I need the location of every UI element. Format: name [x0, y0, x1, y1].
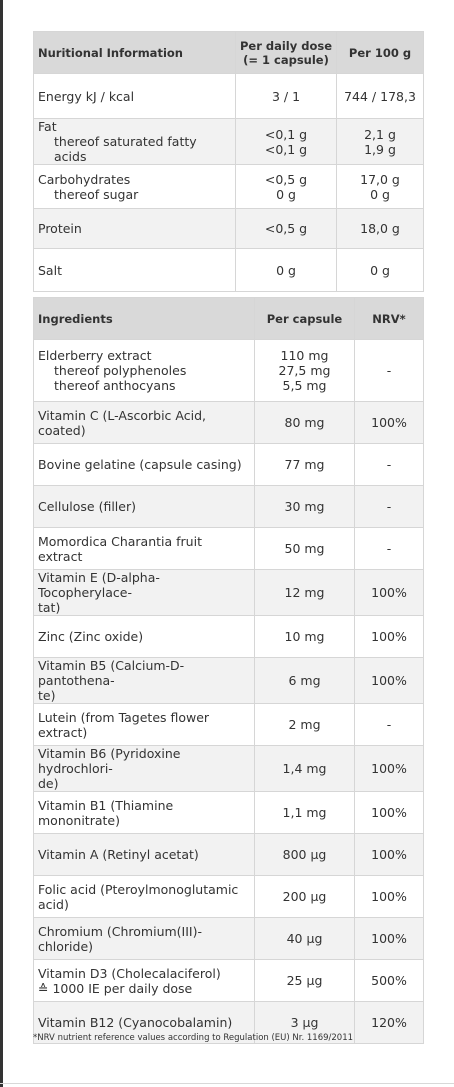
ingredient-row — [34, 486, 424, 528]
left-border — [0, 0, 3, 1087]
ingredient-name-line: Vitamin B6 (Pyridoxine hydrochlori- — [38, 746, 181, 776]
ingredient-amount — [255, 746, 355, 792]
ingredient-nrv: 100% — [355, 658, 424, 704]
ingredients-header-amount: Per capsule — [255, 298, 355, 340]
ingredient-name — [34, 340, 255, 402]
ingredients-table — [33, 297, 424, 1044]
nutrition-row-per100 — [337, 165, 424, 209]
ingredient-amount-line: 5,5 mg — [282, 378, 327, 393]
ingredient-name — [34, 658, 255, 704]
dose-line: 0 g — [276, 186, 296, 202]
ingredient-nrv: 100% — [355, 616, 424, 658]
ingredient-row — [34, 918, 424, 960]
nutrition-row-per100 — [337, 249, 424, 292]
nutrition-header-per100: Per 100 g — [337, 32, 424, 74]
ingredients-header-nrv: NRV* — [355, 298, 424, 340]
per100-line: 0 g — [370, 262, 390, 278]
ingredient-nrv: 100% — [355, 792, 424, 834]
ingredient-amount-line: 2 mg — [288, 717, 321, 732]
ingredient-name-line: thereof polyphenoles — [54, 363, 187, 378]
ingredient-nrv: 100% — [355, 876, 424, 918]
ingredient-amount-line: 50 mg — [284, 541, 325, 556]
ingredient-amount-line: 80 mg — [284, 415, 325, 430]
ingredient-nrv: - — [355, 528, 424, 570]
ingredient-row — [34, 402, 424, 444]
ingredient-name-line: Vitamin B12 (Cyanocobalamin) — [38, 1015, 233, 1030]
label-line: Fat — [38, 119, 57, 134]
ingredient-row — [34, 746, 424, 792]
ingredient-name-line: Vitamin A (Retinyl acetat) — [38, 847, 199, 862]
dose-line: <0,1 g — [264, 126, 308, 142]
ingredient-nrv: 100% — [355, 834, 424, 876]
ingredient-nrv: 100% — [355, 570, 424, 616]
nutrition-row-label — [34, 74, 236, 119]
nutrition-row-label — [34, 119, 236, 165]
label-line: Carbohydrates — [38, 171, 131, 187]
ingredient-amount — [255, 402, 355, 444]
ingredient-name-line: Chromium (Chromium(III)-chloride) — [38, 923, 202, 954]
nutrition-header-dose — [236, 32, 337, 74]
nutrition-header-dose-text: Per daily dose (= 1 capsule) — [239, 38, 333, 67]
ingredient-name — [34, 960, 255, 1002]
nutrition-row — [34, 165, 424, 209]
nutrition-header-row — [34, 32, 424, 74]
ingredient-amount — [255, 876, 355, 918]
ingredient-row — [34, 444, 424, 486]
ingredient-name — [34, 570, 255, 616]
nutrition-row — [34, 209, 424, 249]
ingredient-amount-line: 12 mg — [284, 585, 325, 600]
ingredient-name — [34, 402, 255, 444]
ingredient-name — [34, 834, 255, 876]
per100-line: 17,0 g — [360, 171, 400, 187]
nutrition-row-per100 — [337, 209, 424, 249]
nutrition-row-label — [34, 165, 236, 209]
ingredient-amount — [255, 792, 355, 834]
ingredient-name-line: Zinc (Zinc oxide) — [38, 629, 144, 644]
ingredient-nrv: 100% — [355, 746, 424, 792]
ingredient-amount-line: 30 mg — [284, 499, 325, 514]
ingredient-amount-line: 1,4 mg — [282, 761, 327, 776]
ingredient-name — [34, 918, 255, 960]
ingredient-nrv: 500% — [355, 960, 424, 1002]
ingredient-amount-line: 6 mg — [288, 673, 321, 688]
ingredient-amount — [255, 918, 355, 960]
ingredient-amount-line: 3 µg — [290, 1015, 319, 1030]
ingredient-row — [34, 834, 424, 876]
ingredient-name-line: de) — [38, 776, 59, 791]
dose-line: <0,5 g — [264, 221, 308, 236]
per100-line: 18,0 g — [360, 221, 400, 236]
ingredient-name — [34, 486, 255, 528]
label-line: Energy kJ / kcal — [38, 88, 135, 104]
ingredient-nrv: 100% — [355, 918, 424, 960]
ingredient-name — [34, 704, 255, 746]
ingredient-amount-line: 1,1 mg — [282, 805, 327, 820]
nutrition-row-dose — [236, 209, 337, 249]
ingredients-header-label: Ingredients — [34, 298, 255, 340]
ingredient-name-line: tat) — [38, 600, 61, 615]
ingredient-row — [34, 876, 424, 918]
ingredient-row — [34, 528, 424, 570]
ingredient-amount — [255, 486, 355, 528]
label-line: thereof sugar — [54, 186, 139, 202]
ingredient-nrv: 100% — [355, 402, 424, 444]
ingredient-name — [34, 876, 255, 918]
nutrition-row-dose — [236, 249, 337, 292]
ingredient-nrv: - — [355, 486, 424, 528]
nutrition-table — [33, 31, 424, 292]
ingredient-amount-line: 800 µg — [282, 847, 327, 862]
per100-line: 744 / 178,3 — [344, 88, 416, 104]
ingredient-name-line: Lutein (from Tagetes flower extract) — [38, 709, 210, 740]
ingredient-name — [34, 792, 255, 834]
nutrition-row-per100 — [337, 119, 424, 165]
label-line: thereof saturated fatty acids — [54, 134, 197, 164]
ingredient-name-line: Elderberry extract — [38, 348, 152, 363]
ingredient-row — [34, 704, 424, 746]
ingredient-amount — [255, 960, 355, 1002]
ingredient-row — [34, 658, 424, 704]
ingredient-row — [34, 616, 424, 658]
ingredient-name-line: Bovine gelatine (capsule casing) — [38, 457, 242, 472]
nutrition-row-dose — [236, 74, 337, 119]
per100-line: 2,1 g — [364, 126, 396, 142]
ingredient-amount — [255, 616, 355, 658]
dose-line: <0,5 g — [264, 171, 308, 187]
ingredient-name-line: te) — [38, 688, 56, 703]
nutrition-row-per100 — [337, 74, 424, 119]
ingredient-amount — [255, 658, 355, 704]
ingredient-name-line: Vitamin B1 (Thiamine mononitrate) — [38, 797, 174, 828]
ingredient-row — [34, 792, 424, 834]
ingredient-amount-line: 27,5 mg — [278, 363, 331, 378]
dose-line: <0,1 g — [264, 141, 308, 157]
ingredient-nrv: - — [355, 704, 424, 746]
ingredient-name-line: Vitamin B5 (Calcium-D-pantothena- — [38, 658, 185, 688]
ingredient-amount-line: 200 µg — [282, 889, 327, 904]
ingredient-name-line: Momordica Charantia fruit extract — [38, 533, 202, 564]
ingredient-name-line: Vitamin D3 (Cholecalaciferol) — [38, 965, 221, 981]
ingredient-row — [34, 960, 424, 1002]
ingredient-amount-line: 110 mg — [280, 348, 329, 363]
ingredient-name — [34, 444, 255, 486]
ingredient-amount-line: 25 µg — [286, 973, 323, 988]
nutrition-row-dose — [236, 165, 337, 209]
ingredient-amount-line: 10 mg — [284, 629, 325, 644]
ingredient-name-line: Vitamin E (D-alpha-Tocopherylace- — [38, 570, 160, 600]
per100-line: 0 g — [370, 186, 390, 202]
nutrition-row — [34, 249, 424, 292]
ingredient-name-line: Folic acid (Pteroylmonoglutamic — [38, 881, 239, 897]
label-line: Salt — [38, 262, 62, 278]
ingredient-nrv: - — [355, 444, 424, 486]
nutrition-row-dose — [236, 119, 337, 165]
ingredient-row — [34, 340, 424, 402]
per100-line: 1,9 g — [364, 141, 396, 157]
ingredient-nrv: - — [355, 340, 424, 402]
ingredient-amount — [255, 834, 355, 876]
nutrition-row-label — [34, 249, 236, 292]
dose-line: 0 g — [276, 262, 296, 278]
ingredient-amount — [255, 570, 355, 616]
ingredient-nrv: 120% — [355, 1002, 424, 1044]
ingredient-amount — [255, 340, 355, 402]
nutrition-row — [34, 74, 424, 119]
ingredient-amount-line: 40 µg — [286, 931, 323, 946]
ingredient-amount — [255, 444, 355, 486]
nutrition-row-label — [34, 209, 236, 249]
ingredient-name-line: Cellulose (filler) — [38, 499, 136, 514]
ingredient-amount — [255, 704, 355, 746]
bottom-rule — [0, 1083, 454, 1084]
ingredient-name-line: thereof anthocyans — [54, 378, 176, 393]
ingredient-name — [34, 528, 255, 570]
dose-line: 3 / 1 — [271, 88, 301, 104]
ingredient-name — [34, 616, 255, 658]
ingredient-amount-line: 77 mg — [284, 457, 325, 472]
nrv-footnote: *NRV nutrient reference values according to Regulation (EU) Nr. 1169/2011 — [33, 1033, 354, 1043]
ingredient-amount — [255, 528, 355, 570]
nutrition-row — [34, 119, 424, 165]
ingredient-name — [34, 746, 255, 792]
ingredients-header-row — [34, 298, 424, 340]
ingredient-name-line: Vitamin C (L-Ascorbic Acid, coated) — [38, 407, 206, 438]
ingredient-name-line: ≙ 1000 IE per daily dose — [38, 980, 193, 996]
label-line: Protein — [38, 221, 82, 236]
ingredient-row — [34, 570, 424, 616]
ingredient-name-line: acid) — [38, 896, 69, 912]
nutrition-header-label: Nuritional Information — [34, 32, 236, 74]
